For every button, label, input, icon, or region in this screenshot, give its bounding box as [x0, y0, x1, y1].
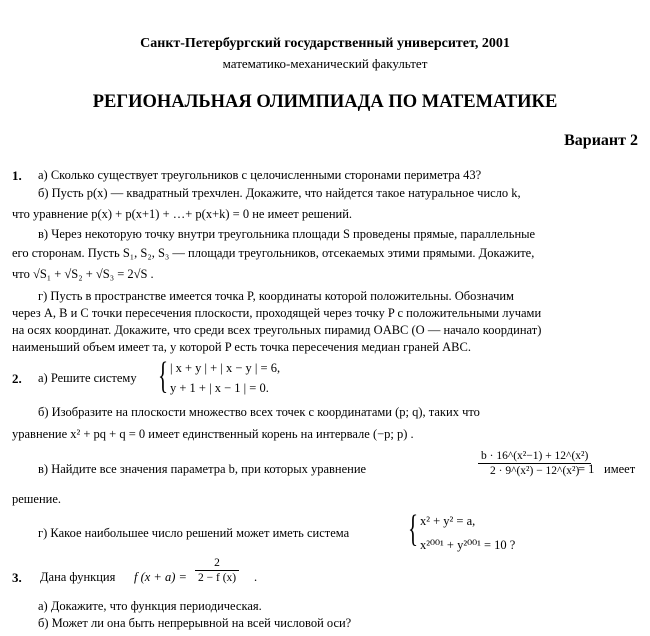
problem-1c-line-3: что √S₁ + √S₂ + √S₃ = 2√S . — [12, 267, 154, 281]
faculty-subheading: математико-механический факультет — [222, 56, 428, 71]
problem-2c-label: в) Найдите все значения параметра b, при которых уравнение — [38, 462, 367, 476]
problem-2c-fraction — [478, 450, 591, 477]
problem-2d-equation-1: x² + y² = a, — [420, 514, 476, 528]
problem-2c-denominator: 2 · 9^(x²) − 12^(x²) — [489, 465, 580, 477]
problem-3-number: 3. — [12, 570, 22, 585]
university-heading: Санкт-Петербургский государственный университет, 2001 — [140, 36, 510, 51]
problem-3-intro: Дана функция — [40, 570, 116, 584]
problem-1b-line-1: б) Пусть p(x) — квадратный трехчлен. Докажите, что найдется такое натуральное число k, — [38, 186, 521, 200]
problem-2d-equation-2: x²⁰⁰¹ + y²⁰⁰¹ = 10 ? — [420, 538, 516, 552]
problem-2c-line-2: решение. — [12, 492, 62, 506]
problem-2a-equation-2: y + 1 + | x − 1 | = 0. — [170, 381, 269, 395]
problem-3-period: . — [254, 570, 258, 584]
problem-2a-equation-1: | x + y | + | x − y | = 6, — [170, 361, 281, 375]
problem-1d-line-4: наименьший объем имеет та, у которой P есть точка пересечения медиан граней ABC. — [12, 340, 471, 354]
variant-label: Вариант 2 — [564, 132, 638, 149]
problem-2c-tail: имеет — [604, 462, 636, 476]
problem-3-fraction — [195, 557, 239, 584]
problem-2c-numerator: b · 16^(x²−1) + 12^(x²) — [478, 450, 591, 464]
problem-3b: б) Может ли она быть непрерывной на всей числовой оси? — [38, 616, 352, 630]
system-brace-icon: { — [408, 508, 419, 550]
problem-3-denominator: 2 − f (x) — [198, 572, 237, 584]
problem-1-number: 1. — [12, 168, 22, 183]
problem-2-number: 2. — [12, 371, 22, 386]
problem-1c-line-2: его сторонам. Пусть S₁, S₂, S₃ — площади треугольников, отсекаемых этими прямыми. Докажите, — [12, 246, 535, 260]
problem-3-lhs: f (x + a) = — [134, 570, 187, 584]
problem-3a: а) Докажите, что функция периодическая. — [38, 599, 262, 613]
problem-2b-line-1: б) Изобразите на плоскости множество всех точек с координатами (p; q), таких что — [38, 405, 480, 419]
problem-1a: а) Сколько существует треугольников с целочисленными сторонами периметра 43? — [38, 168, 482, 182]
problem-1b-line-2: что уравнение p(x) + p(x+1) + …+ p(x+k) = 0 не имеет решений. — [12, 207, 353, 221]
problem-1c-line-1: в) Через некоторую точку внутри треугольника площади S проведены прямые, параллельные — [38, 227, 536, 241]
problem-1d-line-1: г) Пусть в пространстве имеется точка P, координаты которой положительны. Обозначим — [38, 289, 514, 303]
page-title: РЕГИОНАЛЬНАЯ ОЛИМПИАДА ПО МАТЕМАТИКЕ — [92, 92, 558, 112]
problem-2b-line-2: уравнение x² + pq + q = 0 имеет единственный корень на интервале (−p; p) . — [12, 427, 414, 441]
problem-2a-label: а) Решите систему — [38, 371, 137, 385]
problem-1d-line-2: через A, B и C точки пересечения плоскости, проходящей через точку P с положительными лучами — [12, 306, 542, 320]
problem-2d-label: г) Какое наибольшее число решений может иметь система — [38, 526, 350, 540]
problem-1d-line-3: на осях координат. Докажите, что среди всех треугольных пирамид OABC (O — начало координат) — [12, 323, 542, 337]
problem-3-numerator: 2 — [195, 557, 239, 571]
problem-2c-rhs: = 1 — [578, 462, 595, 476]
system-brace-icon: { — [158, 355, 169, 397]
